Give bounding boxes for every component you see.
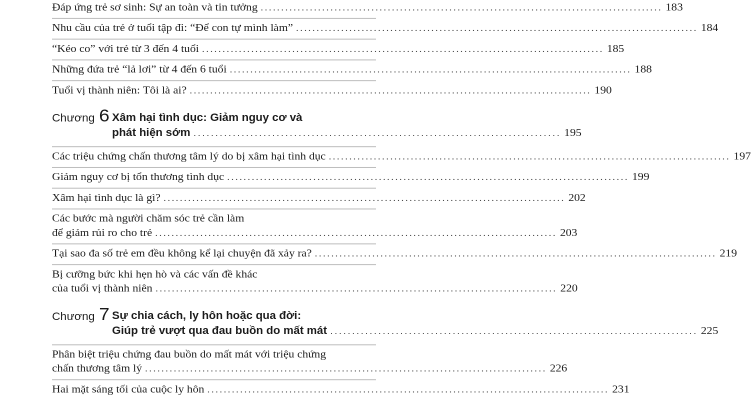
toc-entry-title: Giảm nguy cơ bị tổn thương tình dục — [52, 170, 225, 184]
toc-entry-title: “Kéo co” với trẻ từ 3 đến 4 tuổi — [52, 42, 199, 55]
dot-leader: .................................................................................................. — [314, 249, 717, 260]
dot-leader: .................................................................................................. — [189, 85, 592, 97]
chapter-title-line: Giúp trẻ vượt qua đau buồn do mất mát — [112, 325, 328, 337]
chapter-label: Chương — [52, 113, 95, 125]
chapter-title-line: phát hiện sớm — [112, 127, 191, 139]
chapter-number: 6 — [99, 106, 110, 127]
dot-leader: .................................................................................................. — [155, 228, 557, 239]
toc-entry-title: Đáp ứng trẻ sơ sinh: Sự an toàn và tin tưởng — [52, 0, 258, 14]
divider — [52, 39, 376, 40]
toc-entry-page: 231 — [612, 383, 630, 396]
toc-entry-page: 220 — [560, 282, 578, 295]
toc-entry[interactable] — [52, 211, 578, 239]
divider — [52, 18, 376, 19]
toc-entry-page: 183 — [665, 0, 683, 14]
toc-entry-title: Tại sao đa số trẻ em đều không kể lại chuyện đã xảy ra? — [52, 247, 312, 260]
toc-entry-page: 190 — [594, 83, 612, 97]
toc-entry[interactable] — [52, 347, 568, 375]
divider — [52, 344, 376, 345]
divider — [52, 243, 376, 244]
dot-leader: .................................................................................................. — [227, 172, 629, 184]
toc-entry[interactable] — [52, 83, 612, 97]
chapter-heading[interactable] — [52, 106, 582, 142]
chapter-title — [112, 110, 582, 140]
toc-entry[interactable] — [52, 21, 719, 35]
dot-leader: .................................................................................................. — [202, 44, 604, 55]
divider — [52, 59, 376, 60]
toc-entry-title: Nhu cầu của trẻ ở tuổi tập đi: “Để con tự mình làm” — [52, 21, 293, 34]
toc-entry-title: Xâm hại tình dục là gì? — [52, 191, 161, 204]
chapter-page: 225 — [700, 324, 719, 337]
toc-entry[interactable] — [52, 246, 737, 260]
toc-entry-title: của tuổi vị thành niên — [52, 282, 153, 295]
toc-entry[interactable] — [52, 149, 751, 163]
toc-entry-page: 184 — [700, 21, 719, 34]
toc-entry-title: để giảm rủi ro cho trẻ — [52, 226, 153, 239]
toc-entry-title: Những đứa trẻ “lả lơi” từ 4 đến 6 tuổi — [52, 63, 227, 76]
chapter-title-line: Sự chia cách, ly hôn hoặc qua đời: — [112, 310, 302, 322]
toc-entry[interactable] — [52, 42, 625, 56]
toc-entry[interactable] — [52, 62, 652, 76]
dot-leader: .................................................................................................. — [163, 193, 566, 204]
chapter-number: 7 — [99, 304, 110, 325]
toc-entry-title: chấn thương tâm lý — [52, 362, 143, 375]
toc-entry-page: 199 — [631, 170, 650, 184]
toc-entry-page: 188 — [634, 63, 652, 76]
toc-entry-title: Hai mặt sáng tối của cuộc ly hôn — [52, 383, 205, 396]
divider — [52, 80, 376, 81]
toc-entry-page: 226 — [549, 362, 568, 375]
toc-entry-title: Bị cưỡng bức khi hẹn hò và các vấn đề khác — [52, 267, 258, 281]
dot-leader: .................................................................................................. — [145, 364, 547, 375]
chapter-label: Chương — [52, 311, 95, 323]
dot-leader: .................................................................................................. — [260, 2, 663, 14]
dot-leader: .................................................................................................. — [207, 384, 610, 396]
toc-entry-title: Các bước mà người chăm sóc trẻ cần làm — [52, 212, 245, 225]
toc-entry[interactable] — [52, 170, 650, 184]
toc-entry[interactable] — [52, 382, 630, 396]
toc-entry[interactable] — [52, 0, 683, 14]
toc-entry-title: Tuổi vị thành niên: Tôi là ai? — [52, 83, 187, 97]
toc-entry-page: 219 — [719, 247, 737, 260]
dot-leader: .................................................................................................. — [155, 283, 558, 295]
toc-entry[interactable] — [52, 267, 578, 295]
dot-leader: .................................................................................... — [330, 326, 698, 337]
divider — [52, 379, 376, 380]
toc-entry-page: 202 — [568, 191, 586, 204]
dot-leader: .................................................................................... — [193, 128, 562, 139]
chapter-page: 195 — [564, 126, 582, 139]
dot-leader: .................................................................................................. — [328, 151, 731, 163]
divider — [52, 264, 376, 265]
chapter-title — [112, 308, 719, 338]
toc-entry[interactable] — [52, 191, 586, 205]
divider — [52, 167, 376, 168]
divider — [52, 146, 376, 147]
toc-entry-title: Các triệu chứng chấn thương tâm lý do bị xâm hại tình dục — [52, 150, 326, 163]
toc-entry-page: 197 — [733, 150, 751, 163]
divider — [52, 188, 376, 189]
dot-leader: .................................................................................................. — [229, 65, 632, 76]
chapter-heading[interactable] — [52, 304, 719, 340]
dot-leader: .................................................................................................. — [296, 23, 698, 34]
divider — [52, 208, 376, 209]
toc-entry-title: Phân biệt triệu chứng đau buồn do mất mát với triệu chứng — [52, 348, 327, 361]
toc-entry-page: 185 — [606, 42, 625, 55]
toc-entry-page: 203 — [559, 226, 578, 239]
chapter-title-line: Xâm hại tình dục: Giảm nguy cơ và — [112, 112, 303, 124]
